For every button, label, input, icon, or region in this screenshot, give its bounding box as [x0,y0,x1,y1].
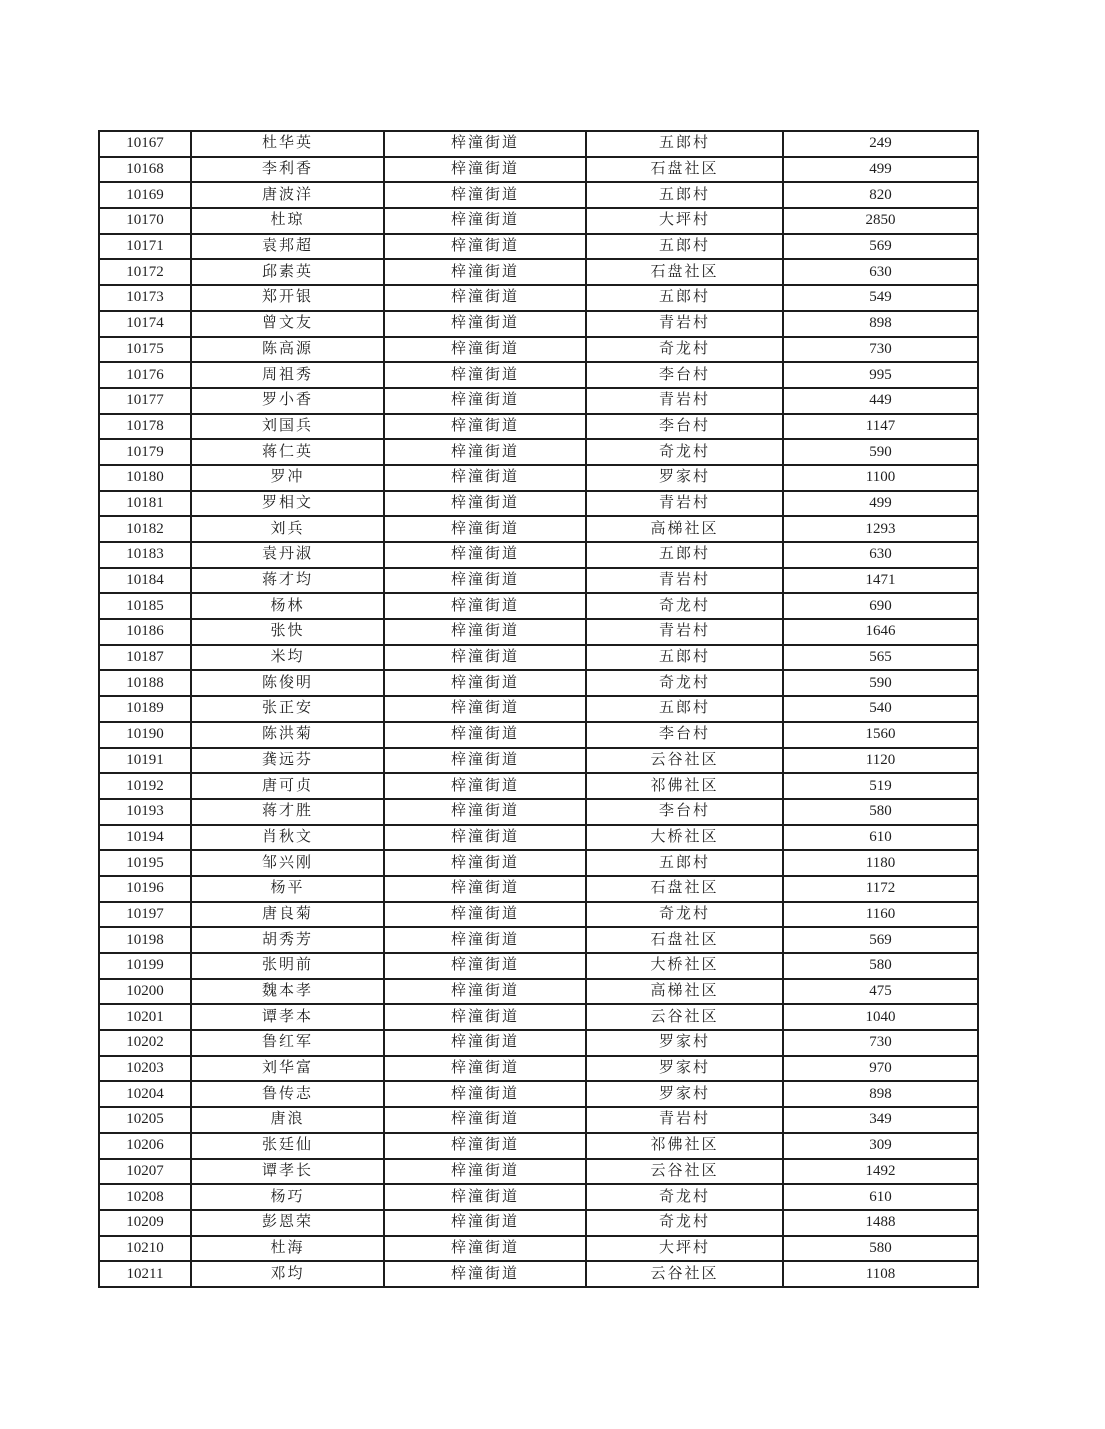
cell-village: 五郎村 [586,234,783,260]
cell-village: 祁佛社区 [586,1133,783,1159]
table-row [99,182,978,208]
cell-amount: 549 [783,285,978,311]
cell-street: 梓潼街道 [384,439,586,465]
cell-name: 唐良菊 [191,902,384,928]
cell-amount: 580 [783,953,978,979]
table-row [99,1210,978,1236]
table-row [99,1236,978,1262]
cell-village: 五郎村 [586,542,783,568]
cell-street: 梓潼街道 [384,722,586,748]
cell-name: 谭孝长 [191,1159,384,1185]
cell-name: 刘华富 [191,1056,384,1082]
cell-amount: 475 [783,979,978,1005]
cell-street: 梓潼街道 [384,1210,586,1236]
table-row [99,1261,978,1287]
cell-amount: 2850 [783,208,978,234]
table-row [99,568,978,594]
cell-name: 邓均 [191,1261,384,1287]
cell-name: 杜华英 [191,131,384,157]
cell-amount: 1108 [783,1261,978,1287]
cell-amount: 1646 [783,619,978,645]
cell-amount: 630 [783,542,978,568]
cell-village: 云谷社区 [586,1004,783,1030]
cell-village: 大桥社区 [586,825,783,851]
cell-name: 杨平 [191,876,384,902]
cell-name: 张廷仙 [191,1133,384,1159]
table-row [99,234,978,260]
cell-id: 10203 [99,1056,191,1082]
cell-village: 罗家村 [586,1081,783,1107]
cell-street: 梓潼街道 [384,491,586,517]
cell-village: 青岩村 [586,619,783,645]
cell-id: 10194 [99,825,191,851]
cell-village: 李台村 [586,722,783,748]
cell-street: 梓潼街道 [384,748,586,774]
cell-id: 10190 [99,722,191,748]
cell-name: 唐波洋 [191,182,384,208]
cell-village: 石盘社区 [586,259,783,285]
table-row [99,748,978,774]
cell-street: 梓潼街道 [384,593,586,619]
cell-name: 罗小香 [191,388,384,414]
cell-village: 五郎村 [586,131,783,157]
records-table-body [99,131,978,1287]
cell-village: 高梯社区 [586,979,783,1005]
cell-village: 石盘社区 [586,157,783,183]
cell-name: 米均 [191,645,384,671]
cell-id: 10173 [99,285,191,311]
cell-village: 云谷社区 [586,1261,783,1287]
cell-street: 梓潼街道 [384,902,586,928]
table-row [99,953,978,979]
cell-amount: 898 [783,311,978,337]
cell-name: 袁邦超 [191,234,384,260]
cell-name: 张正安 [191,696,384,722]
cell-village: 云谷社区 [586,748,783,774]
cell-id: 10211 [99,1261,191,1287]
cell-id: 10169 [99,182,191,208]
cell-street: 梓潼街道 [384,1236,586,1262]
cell-village: 祁佛社区 [586,773,783,799]
cell-street: 梓潼街道 [384,516,586,542]
cell-village: 罗家村 [586,1030,783,1056]
cell-amount: 540 [783,696,978,722]
cell-village: 李台村 [586,799,783,825]
cell-amount: 730 [783,1030,978,1056]
cell-id: 10197 [99,902,191,928]
cell-street: 梓潼街道 [384,953,586,979]
cell-id: 10184 [99,568,191,594]
cell-id: 10208 [99,1184,191,1210]
cell-amount: 1100 [783,465,978,491]
cell-name: 杨林 [191,593,384,619]
cell-name: 肖秋文 [191,825,384,851]
cell-village: 李台村 [586,362,783,388]
cell-amount: 499 [783,157,978,183]
table-row [99,850,978,876]
cell-amount: 630 [783,259,978,285]
cell-id: 10187 [99,645,191,671]
cell-street: 梓潼街道 [384,696,586,722]
cell-village: 奇龙村 [586,1184,783,1210]
table-row [99,1004,978,1030]
table-row [99,1056,978,1082]
cell-street: 梓潼街道 [384,414,586,440]
cell-amount: 1471 [783,568,978,594]
cell-id: 10209 [99,1210,191,1236]
table-row [99,876,978,902]
cell-amount: 1560 [783,722,978,748]
cell-id: 10171 [99,234,191,260]
cell-village: 五郎村 [586,850,783,876]
cell-id: 10189 [99,696,191,722]
cell-id: 10185 [99,593,191,619]
cell-amount: 580 [783,799,978,825]
cell-amount: 569 [783,927,978,953]
table-row [99,337,978,363]
cell-village: 青岩村 [586,311,783,337]
cell-id: 10180 [99,465,191,491]
table-row [99,414,978,440]
cell-street: 梓潼街道 [384,850,586,876]
table-row [99,1107,978,1133]
cell-amount: 569 [783,234,978,260]
cell-id: 10205 [99,1107,191,1133]
cell-village: 高梯社区 [586,516,783,542]
cell-amount: 898 [783,1081,978,1107]
cell-street: 梓潼街道 [384,182,586,208]
cell-name: 刘兵 [191,516,384,542]
cell-name: 罗相文 [191,491,384,517]
cell-name: 邹兴刚 [191,850,384,876]
cell-street: 梓潼街道 [384,979,586,1005]
cell-id: 10198 [99,927,191,953]
cell-name: 杨巧 [191,1184,384,1210]
cell-street: 梓潼街道 [384,1159,586,1185]
table-row [99,259,978,285]
table-row [99,825,978,851]
cell-amount: 349 [783,1107,978,1133]
cell-street: 梓潼街道 [384,1107,586,1133]
cell-name: 蒋才均 [191,568,384,594]
cell-street: 梓潼街道 [384,927,586,953]
table-row [99,285,978,311]
cell-id: 10179 [99,439,191,465]
cell-village: 罗家村 [586,465,783,491]
cell-id: 10191 [99,748,191,774]
cell-amount: 519 [783,773,978,799]
cell-amount: 1172 [783,876,978,902]
cell-id: 10182 [99,516,191,542]
cell-id: 10204 [99,1081,191,1107]
cell-name: 彭恩荣 [191,1210,384,1236]
cell-village: 五郎村 [586,182,783,208]
cell-name: 陈高源 [191,337,384,363]
table-row [99,927,978,953]
table-row [99,1081,978,1107]
cell-id: 10186 [99,619,191,645]
table-row [99,773,978,799]
cell-name: 龚远芬 [191,748,384,774]
cell-village: 大坪村 [586,208,783,234]
cell-village: 大坪村 [586,1236,783,1262]
cell-village: 五郎村 [586,285,783,311]
cell-id: 10176 [99,362,191,388]
cell-name: 鲁传志 [191,1081,384,1107]
cell-name: 谭孝本 [191,1004,384,1030]
cell-id: 10188 [99,670,191,696]
cell-street: 梓潼街道 [384,465,586,491]
cell-street: 梓潼街道 [384,1030,586,1056]
cell-amount: 690 [783,593,978,619]
cell-amount: 499 [783,491,978,517]
cell-name: 周祖秀 [191,362,384,388]
cell-street: 梓潼街道 [384,1004,586,1030]
table-row [99,311,978,337]
cell-street: 梓潼街道 [384,542,586,568]
cell-amount: 610 [783,1184,978,1210]
cell-village: 李台村 [586,414,783,440]
cell-street: 梓潼街道 [384,670,586,696]
table-row [99,1030,978,1056]
cell-name: 曾文友 [191,311,384,337]
cell-id: 10193 [99,799,191,825]
cell-name: 唐浪 [191,1107,384,1133]
cell-village: 五郎村 [586,696,783,722]
cell-amount: 580 [783,1236,978,1262]
cell-id: 10201 [99,1004,191,1030]
table-row [99,1133,978,1159]
cell-amount: 820 [783,182,978,208]
cell-village: 石盘社区 [586,876,783,902]
cell-village: 青岩村 [586,1107,783,1133]
cell-street: 梓潼街道 [384,568,586,594]
table-row [99,388,978,414]
cell-village: 石盘社区 [586,927,783,953]
cell-name: 魏本孝 [191,979,384,1005]
table-row [99,362,978,388]
table-row [99,208,978,234]
cell-name: 张明前 [191,953,384,979]
cell-village: 奇龙村 [586,593,783,619]
cell-name: 蒋仁英 [191,439,384,465]
cell-amount: 309 [783,1133,978,1159]
cell-id: 10199 [99,953,191,979]
table-row [99,979,978,1005]
cell-amount: 1492 [783,1159,978,1185]
cell-street: 梓潼街道 [384,259,586,285]
cell-id: 10170 [99,208,191,234]
table-row [99,619,978,645]
table-row [99,491,978,517]
cell-amount: 565 [783,645,978,671]
cell-id: 10196 [99,876,191,902]
cell-name: 蒋才胜 [191,799,384,825]
table-row [99,645,978,671]
cell-street: 梓潼街道 [384,337,586,363]
cell-name: 唐可贞 [191,773,384,799]
cell-amount: 970 [783,1056,978,1082]
cell-street: 梓潼街道 [384,1133,586,1159]
cell-name: 邱素英 [191,259,384,285]
table-row [99,516,978,542]
cell-village: 大桥社区 [586,953,783,979]
table-row [99,157,978,183]
cell-street: 梓潼街道 [384,311,586,337]
cell-id: 10177 [99,388,191,414]
cell-street: 梓潼街道 [384,825,586,851]
cell-name: 袁丹淑 [191,542,384,568]
cell-id: 10207 [99,1159,191,1185]
table-row [99,1159,978,1185]
cell-amount: 590 [783,670,978,696]
table-row [99,542,978,568]
cell-id: 10172 [99,259,191,285]
cell-id: 10174 [99,311,191,337]
cell-id: 10181 [99,491,191,517]
cell-village: 青岩村 [586,491,783,517]
table-row [99,722,978,748]
cell-village: 奇龙村 [586,439,783,465]
cell-street: 梓潼街道 [384,208,586,234]
cell-village: 奇龙村 [586,670,783,696]
cell-name: 杜海 [191,1236,384,1262]
table-row [99,902,978,928]
cell-id: 10168 [99,157,191,183]
table-row [99,131,978,157]
cell-street: 梓潼街道 [384,773,586,799]
cell-street: 梓潼街道 [384,1184,586,1210]
table-row [99,593,978,619]
cell-street: 梓潼街道 [384,388,586,414]
cell-id: 10195 [99,850,191,876]
cell-village: 奇龙村 [586,902,783,928]
cell-village: 罗家村 [586,1056,783,1082]
cell-id: 10167 [99,131,191,157]
cell-id: 10178 [99,414,191,440]
cell-amount: 590 [783,439,978,465]
table-row [99,696,978,722]
cell-amount: 1488 [783,1210,978,1236]
cell-id: 10202 [99,1030,191,1056]
cell-street: 梓潼街道 [384,876,586,902]
cell-id: 10175 [99,337,191,363]
cell-name: 杜琼 [191,208,384,234]
cell-street: 梓潼街道 [384,234,586,260]
cell-amount: 1120 [783,748,978,774]
cell-village: 云谷社区 [586,1159,783,1185]
cell-name: 罗冲 [191,465,384,491]
cell-id: 10192 [99,773,191,799]
cell-name: 张快 [191,619,384,645]
cell-name: 李利香 [191,157,384,183]
cell-street: 梓潼街道 [384,131,586,157]
cell-street: 梓潼街道 [384,799,586,825]
cell-name: 鲁红军 [191,1030,384,1056]
cell-name: 郑开银 [191,285,384,311]
cell-name: 陈俊明 [191,670,384,696]
cell-amount: 995 [783,362,978,388]
records-table [98,130,979,1288]
table-row [99,1184,978,1210]
cell-id: 10206 [99,1133,191,1159]
cell-street: 梓潼街道 [384,157,586,183]
cell-village: 青岩村 [586,388,783,414]
cell-amount: 449 [783,388,978,414]
cell-street: 梓潼街道 [384,362,586,388]
cell-village: 青岩村 [586,568,783,594]
table-row [99,799,978,825]
cell-name: 陈洪菊 [191,722,384,748]
cell-id: 10210 [99,1236,191,1262]
cell-amount: 249 [783,131,978,157]
cell-amount: 610 [783,825,978,851]
cell-street: 梓潼街道 [384,1056,586,1082]
table-row [99,670,978,696]
cell-street: 梓潼街道 [384,619,586,645]
cell-amount: 1040 [783,1004,978,1030]
cell-street: 梓潼街道 [384,1261,586,1287]
table-row [99,439,978,465]
cell-street: 梓潼街道 [384,285,586,311]
cell-id: 10183 [99,542,191,568]
cell-name: 刘国兵 [191,414,384,440]
cell-amount: 730 [783,337,978,363]
cell-name: 胡秀芳 [191,927,384,953]
table-row [99,465,978,491]
cell-village: 奇龙村 [586,337,783,363]
cell-street: 梓潼街道 [384,645,586,671]
cell-village: 奇龙村 [586,1210,783,1236]
cell-amount: 1293 [783,516,978,542]
cell-amount: 1147 [783,414,978,440]
cell-street: 梓潼街道 [384,1081,586,1107]
cell-id: 10200 [99,979,191,1005]
cell-amount: 1160 [783,902,978,928]
cell-village: 五郎村 [586,645,783,671]
cell-amount: 1180 [783,850,978,876]
